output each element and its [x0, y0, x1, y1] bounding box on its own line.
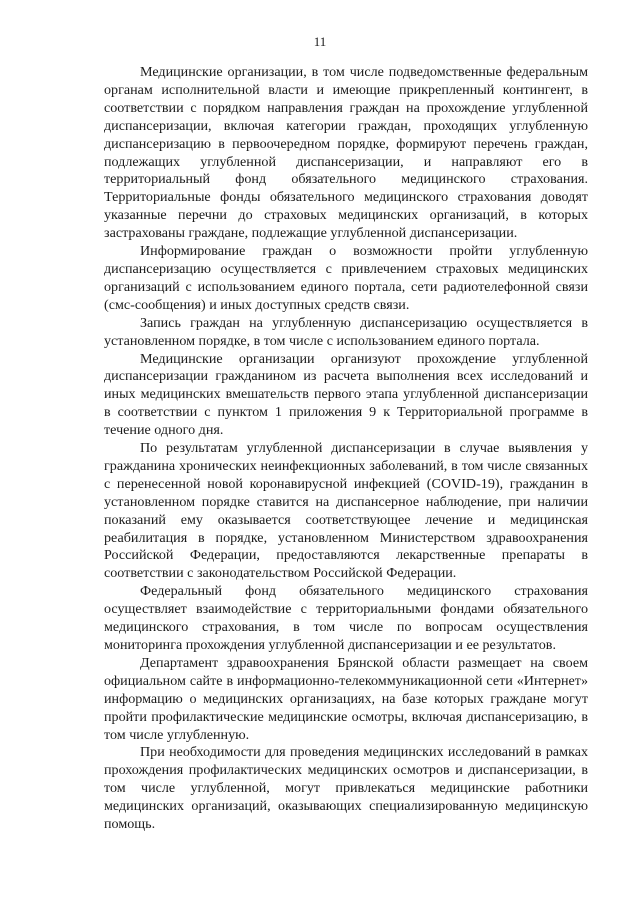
paragraph-5: По результатам углубленной диспансеризации в случае выявления у гражданина хронических неинфекционных заболеваний, в том числе связанных с перенесенной новой коронавирусной инфекцией (COVID-19), гражданин в установленном порядке ставится на диспансерное наблюдение, при наличии показаний ему оказывается соответствующее лечение и медицинская реабилитация в порядке, установленном Министерством здравоохранения Российской Федерации, предоставляются лекарственные препараты в соответствии с законодательством Российской Федерации. — [104, 440, 588, 582]
document-body — [104, 64, 588, 834]
paragraph-4: Медицинские организации организуют прохождение углубленной диспансеризации гражданином из расчета выполнения всех исследований и иных медицинских вмешательств первого этапа углубленной диспансеризации в соответствии с пунктом 1 приложения 9 к Территориальной программе в течение одного дня. — [104, 350, 588, 439]
paragraph-2: Информирование граждан о возможности пройти углубленную диспансеризацию осуществляется с привлечением страховых медицинских организаций с использованием единого портала, сети радиотелефонной связи (смс-сообщения) и иных доступных средств связи. — [104, 243, 588, 313]
paragraph-3: Запись граждан на углубленную диспансеризацию осуществляется в установленном порядке, в том числе с использованием единого портала. — [104, 314, 588, 349]
paragraph-6: Федеральный фонд обязательного медицинского страхования осуществляет взаимодействие с территориальными фондами обязательного медицинского страхования, в том числе по вопросам осуществления мониторинга прохождения углубленной диспансеризации и ее результатов. — [104, 583, 588, 653]
paragraph-8: При необходимости для проведения медицинских исследований в рамках прохождения профилактических медицинских осмотров и диспансеризации, в том числе углубленной, могут привлекаться медицинские работники медицинских организаций, оказывающих специализированную медицинскую помощь. — [104, 744, 588, 833]
paragraph-1: Медицинские организации, в том числе подведомственные федеральным органам исполнительной власти и имеющие прикрепленный контингент, в соответствии с порядком направления граждан на прохождение углубленной диспансеризации, включая категории граждан, проходящих углубленную диспансеризацию в первоочередном порядке, формируют перечень граждан, подлежащих углубленной диспансеризации, и направляют его в территориальный фонд обязательного медицинского страхования. Территориальные фонды обязательного медицинского страхования доводят указанные перечни до страховых медицинских организаций, в которых застрахованы граждане, подлежащие углубленной диспансеризации. — [104, 64, 588, 242]
paragraph-7: Департамент здравоохранения Брянской области размещает на своем официальном сайте в информационно-телекоммуникационной сети «Интернет» информацию о медицинских организациях, на базе которых граждане могут пройти профилактические медицинские осмотры, включая диспансеризацию, в том числе углубленную. — [104, 654, 588, 743]
page-number: 11 — [313, 34, 327, 49]
